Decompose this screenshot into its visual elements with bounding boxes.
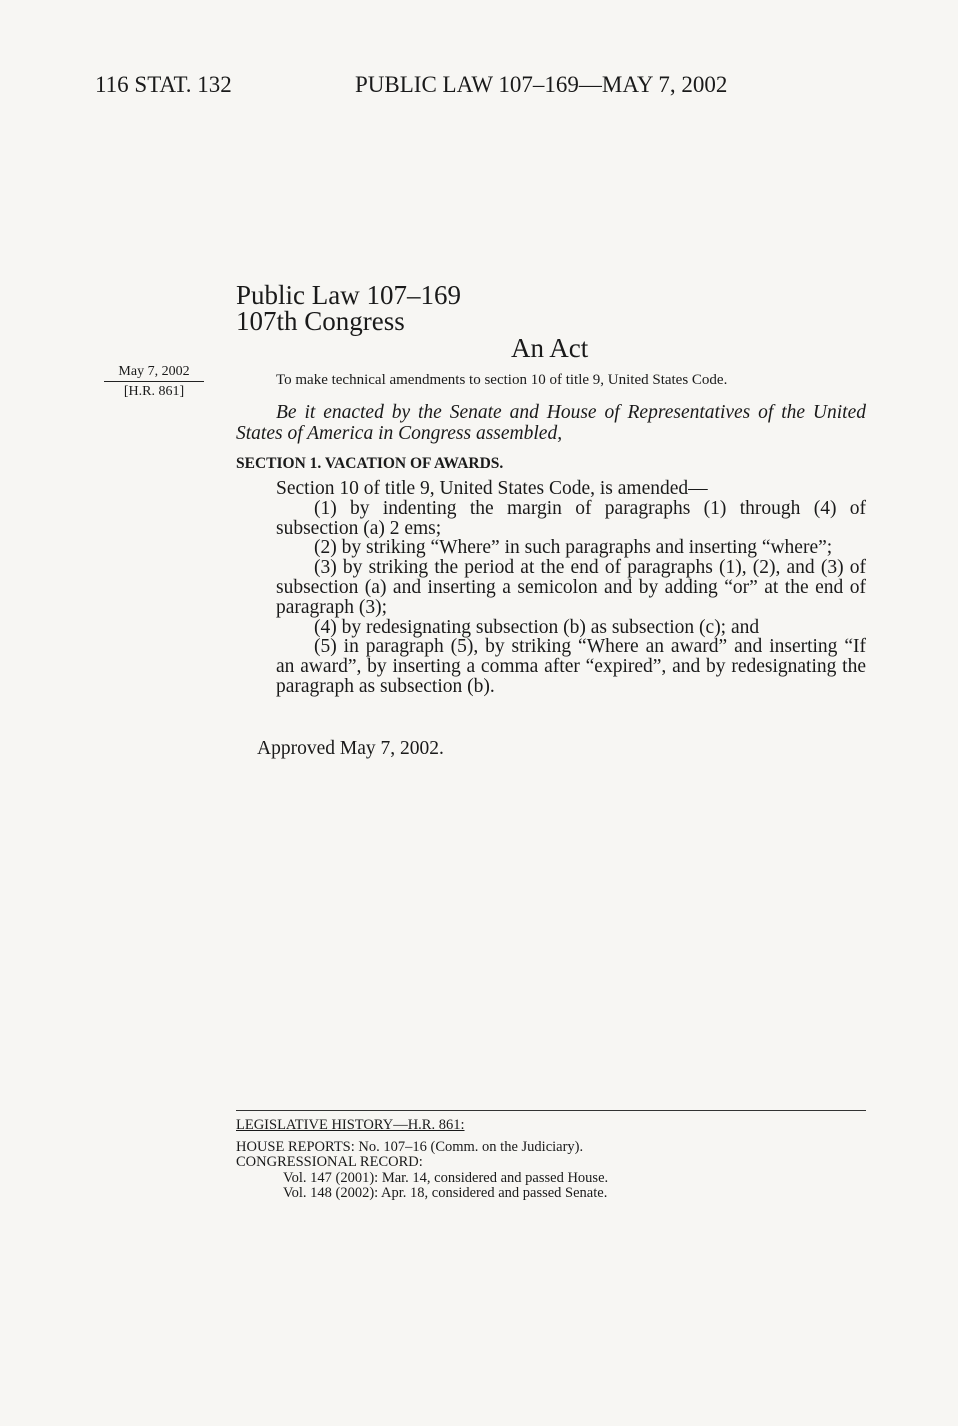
section-body — [276, 479, 866, 697]
congress-number: 107th Congress — [236, 306, 405, 336]
legislative-history — [236, 1118, 866, 1202]
approval-line: Approved May 7, 2002. — [257, 738, 444, 759]
section-heading: SECTION 1. VACATION OF AWARDS. — [236, 455, 504, 472]
enacting-clause: Be it enacted by the Senate and House of Representatives of the United States of America in Congress assembled, — [236, 402, 866, 444]
house-reports: HOUSE REPORTS: No. 107–16 (Comm. on the Judiciary). — [236, 1138, 584, 1155]
amendment-item: (2) by striking “Where” in such paragraphs and inserting “where”; — [314, 537, 833, 559]
legislative-history-heading: LEGISLATIVE HISTORY—H.R. 861: — [236, 1117, 465, 1133]
footer-divider — [236, 1110, 866, 1111]
margin-date: May 7, 2002 — [104, 364, 204, 382]
running-header: PUBLIC LAW 107–169—MAY 7, 2002 — [355, 72, 728, 97]
section-intro: Section 10 of title 9, United States Code, is amended— — [276, 478, 708, 499]
margin-bill-number: [H.R. 861] — [123, 384, 185, 399]
congressional-record-heading: CONGRESSIONAL RECORD: — [236, 1154, 423, 1170]
amendment-item: (4) by redesignating subsection (b) as subsection (c); and — [314, 616, 760, 638]
act-purpose: To make technical amendments to section 10 of title 9, United States Code. — [276, 372, 728, 388]
record-entry: Vol. 147 (2001): Mar. 14, considered and passed House. — [283, 1169, 609, 1186]
amendment-item: (3) by striking the period at the end of paragraphs (1), (2), and (3) of subsection (a) and inserting a semicolon and by adding “or” at the end of paragraph (3); — [276, 557, 866, 618]
amendment-item: (1) by indenting the margin of paragraphs (1) through (4) of subsection (a) 2 ems; — [276, 497, 866, 539]
public-law-number: Public Law 107–169 — [236, 280, 461, 310]
record-entry: Vol. 148 (2002): Apr. 18, considered and passed Senate. — [283, 1185, 608, 1201]
stat-citation: 116 STAT. 132 — [95, 72, 232, 97]
act-heading: An Act — [511, 333, 589, 363]
amendment-item: (5) in paragraph (5), by striking “Where an award” and inserting “If an award”, by inserting a comma after “expired”, and by redesignating the paragraph as subsection (b). — [276, 636, 866, 697]
